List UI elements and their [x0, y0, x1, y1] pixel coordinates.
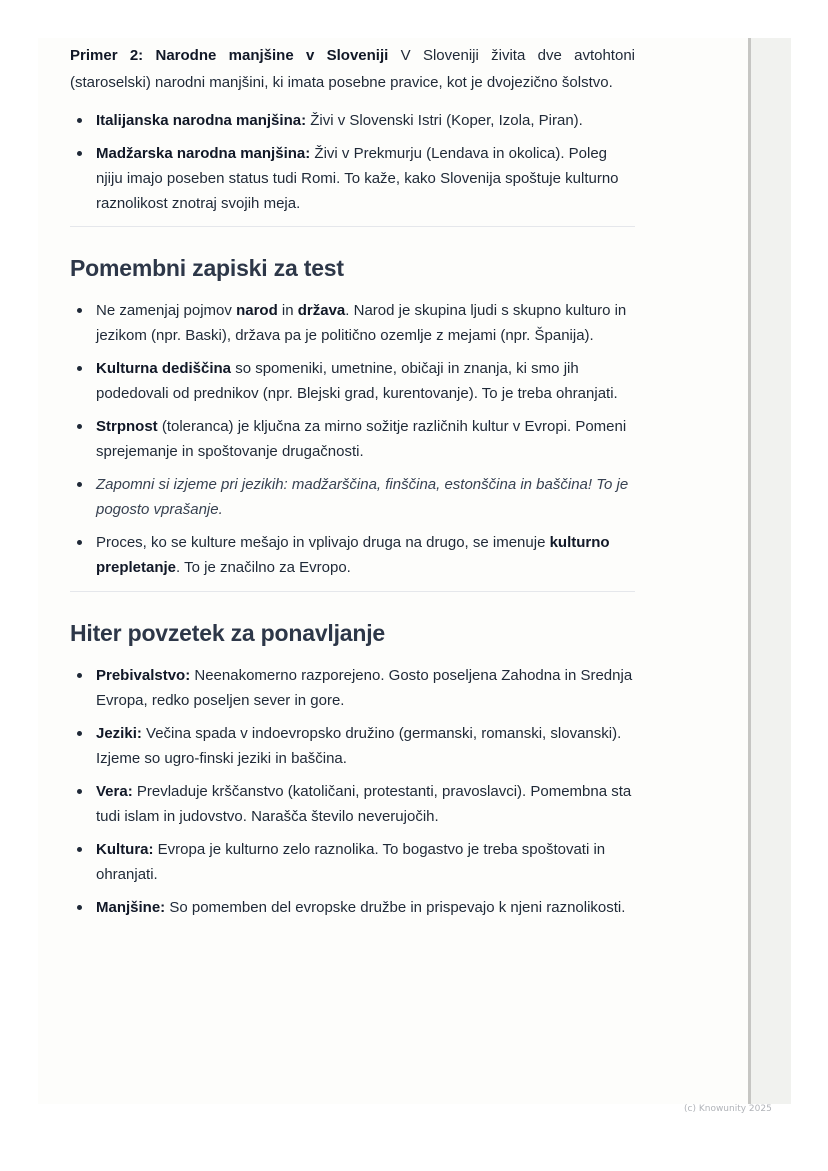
list-item — [70, 472, 635, 522]
list-item — [70, 141, 635, 216]
section-divider — [70, 226, 635, 227]
list-item — [70, 895, 635, 920]
bullet-icon — [77, 673, 82, 678]
list-item — [70, 721, 635, 771]
list-item-term: Madžarska narodna manjšina: — [96, 145, 311, 162]
list-item-text: in — [277, 302, 298, 319]
list-item-term: država — [297, 302, 346, 319]
list-item — [70, 530, 635, 580]
bullet-icon — [77, 366, 82, 371]
list-item-term: Kultura: — [96, 841, 154, 858]
bullet-icon — [77, 847, 82, 852]
copyright-footer: (c) Knowunity 2025 — [684, 1104, 772, 1114]
list-item-term: Italijanska narodna manjšina: — [96, 112, 307, 129]
bullet-icon — [77, 482, 82, 487]
section-divider — [70, 591, 635, 592]
list-item-text: So pomemben del evropske družbe in prispevajo k njeni raznolikosti. — [165, 899, 626, 916]
list-item — [70, 108, 635, 133]
list-item — [70, 298, 635, 348]
list-item-term: Jeziki: — [96, 725, 142, 742]
list-item-text: Evropa je kulturno zelo raznolika. To bogastvo je treba spoštovati in ohranjati. — [96, 841, 606, 883]
intro-text: V Sloveniji živita dve avtohtoni (staroselski) narodni manjšini, ki imata posebne pravice, kot je dvojezično šolstvo. — [70, 47, 635, 91]
list-item — [70, 779, 635, 829]
document-content — [70, 38, 635, 928]
list-item — [70, 356, 635, 406]
list-item-text: Proces, ko se kulture mešajo in vplivajo druga na drugo, se imenuje — [96, 534, 550, 551]
bullet-icon — [77, 789, 82, 794]
list-item-note: Zapomni si izjeme pri jezikih: madžarščina, finščina, estonščina in baščina! To je pogosto vprašanje. — [96, 476, 629, 518]
list-item-term: Prebivalstvo: — [96, 667, 191, 684]
section-heading-test-notes: Pomembni zapiski za test — [70, 255, 344, 281]
list-item-text: Ne zamenjaj pojmov — [96, 302, 237, 319]
list-item-term: Strpnost — [96, 418, 158, 435]
list-item-term: Kulturna dediščina — [96, 360, 232, 377]
bullet-icon — [77, 424, 82, 429]
list-item-text: . To je značilno za Evropo. — [176, 559, 351, 576]
intro-paragraph — [70, 38, 635, 96]
bullet-icon — [77, 151, 82, 156]
section-heading-summary: Hiter povzetek za ponavljanje — [70, 620, 386, 646]
list-item-text: so spomeniki, umetnine, običaji in znanja, ki smo jih podedovali od prednikov (npr. Blejski grad, kurentovanje). To je treba ohranjati. — [96, 360, 618, 402]
list-item-text: . Narod je skupina ljudi s skupno kulturo in jezikom (npr. Baski), država pa je politično ozemlje z mejami (npr. Španija). — [96, 302, 627, 344]
bullet-icon — [77, 308, 82, 313]
bullet-icon — [77, 540, 82, 545]
list-item-text: Prevladuje krščanstvo (katoličani, protestanti, pravoslavci). Pomembna sta tudi islam in judovstvo. Narašča število neverujočih. — [96, 783, 632, 825]
page-side-margin — [748, 38, 791, 1104]
summary-list — [70, 663, 635, 920]
bullet-icon — [77, 905, 82, 910]
list-item-text: Živi v Prekmurju (Lendava in okolica). Poleg njiju imajo poseben status tudi Romi. To kaže, kako Slovenija spoštuje kulturno raznolikost znotraj svojih meja. — [96, 145, 619, 212]
list-item-term: kulturno prepletanje — [96, 534, 610, 576]
list-item-term: Vera: — [96, 783, 133, 800]
intro-title: Primer 2: Narodne manjšine v Sloveniji — [70, 47, 389, 64]
list-item — [70, 663, 635, 713]
bullet-icon — [77, 118, 82, 123]
list-item-term: Manjšine: — [96, 899, 166, 916]
test-notes-list — [70, 298, 635, 580]
minorities-list — [70, 108, 635, 216]
list-item — [70, 837, 635, 887]
list-item-term: narod — [236, 302, 278, 319]
bullet-icon — [77, 731, 82, 736]
list-item-text: Večina spada v indoevropsko družino (germanski, romanski, slovanski). Izjeme so ugro-finski jeziki in baščina. — [96, 725, 622, 767]
list-item-text: Živi v Slovenski Istri (Koper, Izola, Piran). — [306, 112, 583, 129]
list-item-text: Neenakomerno razporejeno. Gosto poseljena Zahodna in Srednja Evropa, redko poseljen sever in gore. — [96, 667, 633, 709]
list-item — [70, 414, 635, 464]
list-item-text: (toleranca) je ključna za mirno sožitje različnih kultur v Evropi. Pomeni sprejemanje in spoštovanje drugačnosti. — [96, 418, 627, 460]
